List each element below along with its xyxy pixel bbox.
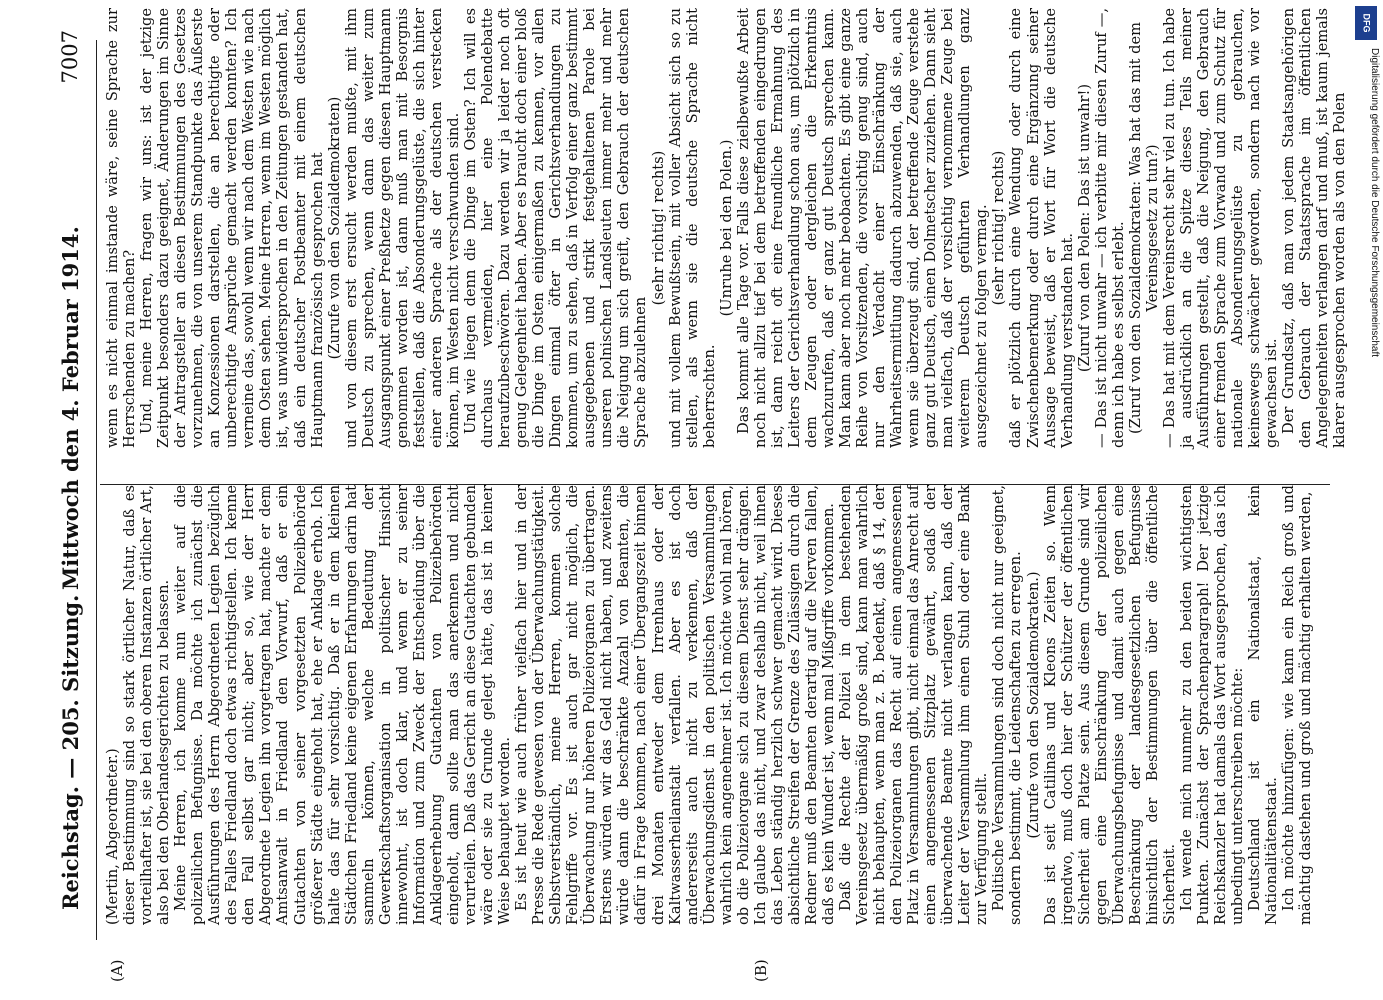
margin-marker-a: (A) xyxy=(108,959,126,982)
paragraph: dieser Bestimmung sind so stark örtlicher Natur, daß es vorteilhafter ist, sie bei den oberen Instanzen örtlicher Art, also bei den Oberlandesgerichten zu belassen. xyxy=(121,485,173,925)
page-header xyxy=(58,30,98,970)
paragraph: Meine Herren, ich komme nun weiter auf die polizeilichen Befugnisse. Da möchte ich zunächst die Ausführungen des Herrn Abgeordneten Legien bezüglich des Falles Friedland doch etwas richtigstellen. Ich kenne den Fall selbst gar nicht; aber so, wie der Herr Abgeordnete Legien ihn vorgetragen hat, machte er dem Amtsanwalt in Friedland den Vorwurf, daß er ein Gutachten von seiner vorgesetzten Polizeibehörde größerer Städte eingeholt hat, ehe er Anklage erhob. Ich halte das für sehr vorsichtig. Daß er in dem kleinen Städtchen Friedland keine eigenen Erfahrungen darin hat sammeln können, welche Bedeutung der Gewerkschaftsorganisation in politischer Hinsicht innewohnt, ist doch klar, und wenn er zu seiner Information und zum Zweck der Entscheidung über die Anklageerhebung Gutachten von Polizeibehörden eingeholt, dann sollte man das anerkennen und nicht verurteilen. Daß das Gericht an diese Gutachten gebunden wäre oder sie zu Grunde gelegt hätte, das ist in keiner Weise behauptet worden. xyxy=(172,485,514,925)
digitization-credit xyxy=(1352,0,1382,1000)
paragraph: (Unruhe bei den Polen.) xyxy=(717,139,735,317)
paragraph: und mit vollem Bewußtsein, mit voller Absicht sich so zu stellen, als wenn sie die deutsche Sprache nicht beherrschten. xyxy=(666,8,718,448)
paragraph: Der Grundsatz, daß man von jedem Staatsangehörigen den Gebrauch der Staatssprache im öffentlichen Angelegenheiten verlangen darf und muß, ist kaum jemals klarer ausgesprochen worden als von den Polen xyxy=(1280,8,1349,448)
paragraph: Ich möchte hinzufügen: wie kann ein Reich groß und mächtig dastehen und groß und mächtig erhalten werden, xyxy=(1280,485,1315,925)
paragraph: — Das ist nicht unwahr — ich verbitte mir diesen Zuruf —, denn ich habe es selbst erlebt. xyxy=(1092,8,1127,448)
paragraph: Ich wende mich nunmehr zu den beiden wichtigsten Punkten. Zunächst der Sprachenparagraph! Der jetzige Reichskanzler hat damals das Wort ausgesprochen, das ich unbedingt unterschreiben möchte: xyxy=(1177,485,1247,925)
paragraph: (Zurufe von den Sozialdemokraten) xyxy=(325,96,343,360)
paragraph: Das ist seit Catilinas und Kleons Zeiten so. Wenn irgendwo, muß doch hier der Schützer der öffentlichen Sicherheit am Platze sein. Aus diesem Grunde sind wir gegen eine Einschränkung der polizeilichen Überwachungsbefugnisse und damit auch gegen eine Beschränkung der landesgesetzlichen Befugnisse hinsichtlich der Bestimmungen über die öffentliche Sicherheit. xyxy=(1041,485,1178,925)
paragraph: Daß die Rechte der Polizei in dem bestehenden Vereinsgesetz übermäßig große sind, kann man wahrlich nicht behaupten, wenn man z. B. bedenkt, daß § 14, der den Polizeiorganen das Recht auf einen angemessenen Platz in Versammlungen gibt, nicht einmal das Anrecht auf einen angemessenen Sitzplatz gewährt, sodaß der überwachende Beamte nicht verlangen kann, daß der Leiter der Versammlung ihm einen Stuhl oder eine Bank zur Verfügung stellt. xyxy=(837,485,991,925)
paragraph: Politische Versammlungen sind doch nicht nur geeignet, sondern bestimmt, die Leidenschaften zu erregen. xyxy=(990,485,1025,925)
margin-marker-b: (B) xyxy=(752,959,770,982)
header-rule xyxy=(96,40,97,940)
paragraph: Es ist heut wie auch früher vielfach hier und in der Presse die Rede gewesen von der Überwachungstätigkeit. Selbstverständlich, meine Herren, kommen solche Fehlgriffe vor. Es ist auch gar nicht möglich, die Überwachung nur höheren Polizeiorganen zu übertragen. Erstens würden wir das Geld nicht haben, und zweitens würde dann die beschränkte Anzahl von Beamten, die dafür in Frage kommen, nach einer Übergangszeit binnen drei Monaten entweder dem Irrenhaus oder der Kaltwasserheilanstalt verfallen. Aber es ist doch andererseits auch nicht zu verkennen, daß der Überwachungsdienst in den politischen Versammlungen wahrlich kein angenehmer ist. Ich möchte wohl mal hören, ob die Polizeiorgane sich zu diesem Dienst sehr drängen. Ich glaube das nicht, und zwar deshalb nicht, weil ihnen das Leben ständig herzlich schwer gemacht wird. Dieses absichtliche Streifen der Grenze des Zulässigen durch die Redner muß den Beamten derartig auf die Nerven fallen, daß es kein Wunder ist, wenn mal Mißgriffe vorkommen. xyxy=(513,485,837,925)
header-session: Reichstag. — 205. Sitzung. xyxy=(58,594,83,910)
header-date: Mittwoch den 4. Februar 1914. xyxy=(58,226,83,590)
paragraph: (Zuruf von den Sozialdemokraten: Was hat das mit dem Vereinsgesetz zu tun?) xyxy=(1126,22,1161,434)
paragraph: (Zurufe von den Sozialdemokraten.) xyxy=(1024,571,1042,839)
paragraph: (Mertin, Abgeordneter.) xyxy=(104,748,121,925)
paragraph: wenn es nicht einmal imstande wäre, seine Sprache zur Herrschenden zu machen? xyxy=(104,8,139,448)
dfg-logo: DFG xyxy=(1355,6,1377,40)
paragraph: Das kommt alle Tage vor. Falls diese zielbewußte Arbeit noch nicht allzu tief bei dem betreffenden eingedrungen ist, dann reicht oft eine freundliche Ermahnung des Leiters der Gerichtsverhandlung schon aus, um plötzlich in dem Zeugen oder dergleichen die Erkenntnis wachzurufen, daß er ganz gut Deutsch sprechen kann. Man kann aber noch mehr beobachten. Es gibt eine ganze Reihe von Vorsitzenden, die vorsichtig genug sind, auch nur den Verdacht einer Einschränkung der Wahrheitsermittlung dadurch abzuwenden, daß sie, auch wenn sie überzeugt sind, der betreffende Zeuge verstehe ganz gut Deutsch, einen Dolmetscher zuziehen. Dann sieht man vielfach, daß der vorsichtig vernommene Zeuge bei weiterem Deutsch geführten Verhandlungen ganz ausgezeichnet zu folgen vermag. xyxy=(734,8,991,448)
paragraph: Und, meine Herren, fragen wir uns: ist der jetzige Zeitpunkt besonders dazu geeignet, Änderungen im Sinne der Antragsteller an diesen Bestimmungen des Gesetzes vorzunehmen, die von unserem Standpunkte das Äußerste an Konzessionen darstellen, die an berechtigte oder unberechtigte Ansprüche gemacht werden konnten? Ich verneine das, sowohl wenn wir nach dem Westen wie nach dem Osten sehen. Meine Herren, wenn im Westen möglich ist, was unwidersprochen in den Zeitungen gestanden hat, daß ein deutscher Postbeamter mit einem deutschen Hauptmann französisch gesprochen hat xyxy=(138,8,326,448)
paragraph: und von diesem erst ersucht werden mußte, mit ihm Deutsch zu sprechen, wenn dann das weiter zum Ausgangspunkt einer Preßhetze gegen diesen Hauptmann genommen worden ist, dann muß man mit Besorgnis feststellen, daß die Absonderungsgelüste, die sich hinter einer anderen Sprache als der deutschen verstecken können, im Westen nicht verschwunden sind. xyxy=(342,8,462,448)
page-number: 7007 xyxy=(58,30,82,84)
text-column-left xyxy=(104,485,1324,925)
paragraph: (Zuruf von den Polen: Das ist unwahr!) xyxy=(1075,83,1093,373)
paragraph: — Das hat mit dem Vereinsrecht sehr viel zu tun. Ich habe ja ausdrücklich an die Spitze dieses Teils meiner Ausführungen gestellt, daß die Neigung, den Gebrauch einer fremden Sprache zum Vorwand und zum Schutz für nationale Absonderungsgelüste zu gebrauchen, keineswegs schwächer geworden, sondern nach wie vor gewachsen ist. xyxy=(1160,8,1281,448)
paragraph: (sehr richtig! rechts) xyxy=(649,150,667,306)
paragraph: Und wie liegen denn die Dinge im Osten? Ich will es durchaus vermeiden, hier eine Polendebatte heraufzubeschwören. Dazu werden wir ja leider noch oft genug Gelegenheit haben. Aber es braucht doch einer bloß die Dinge im Osten einigermaßen zu kennen, vor allen Dingen einmal öfter in Gerichtsverhandlungen zu kommen, um zu sehen, daß in Verfolg einer ganz bestimmt ausgegebenen und strikt festgehaltenen Parole bei unseren polnischen Landsleuten immer mehr und mehr die Neigung um sich greift, den Gebrauch der deutschen Sprache abzulehnen xyxy=(461,8,650,448)
paragraph: Deutschland ist ein Nationalstaat, kein Nationalitätenstaat. xyxy=(1246,485,1281,925)
paragraph: (sehr richtig! rechts) xyxy=(990,150,1008,306)
paragraph: daß er plötzlich durch eine Wendung oder durch eine Zwischenbemerkung oder durch eine Ergänzung seiner Aussage beweist, daß er Wort für Wort die deutsche Verhandlung verstanden hat. xyxy=(1007,8,1076,448)
credit-text: Digitalisierung gefördert durch die Deutsche Forschungsgemeinschaft xyxy=(1369,48,1380,358)
text-column-right xyxy=(104,8,1349,448)
